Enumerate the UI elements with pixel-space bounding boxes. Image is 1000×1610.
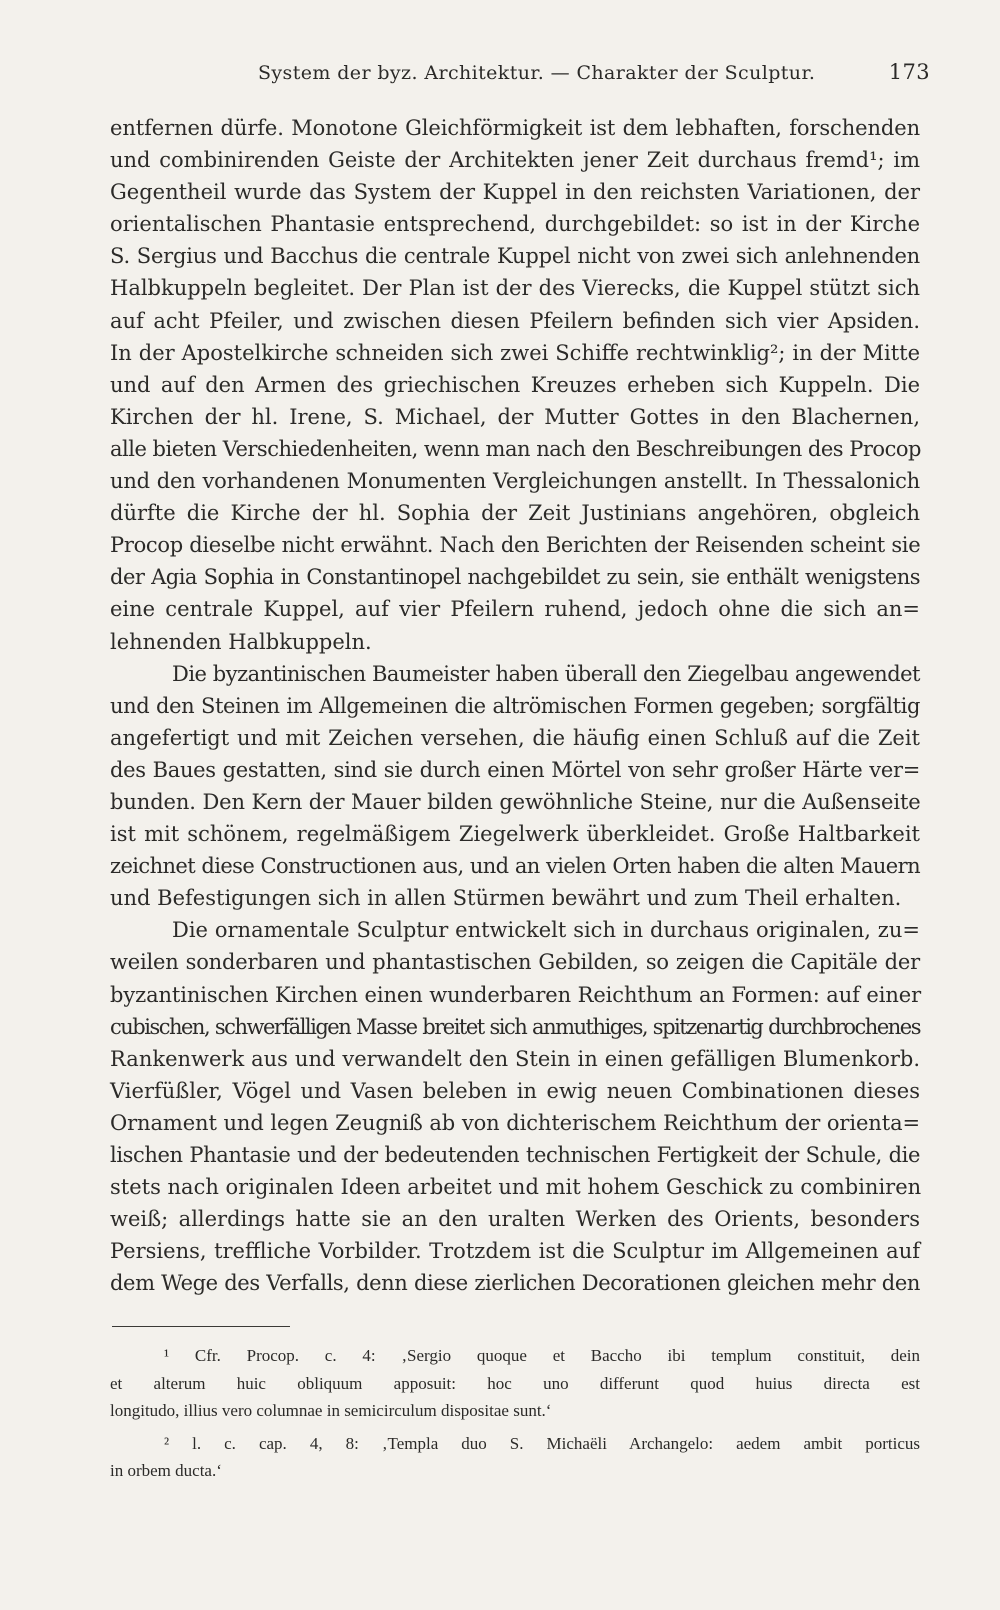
text-line: und auf den Armen des griechischen Kreuzes erheben sich Kuppeln. Die	[110, 372, 920, 397]
footnote-line: ¹ Cfr. Procop. c. 4: ‚Sergio quoque et Baccho ibi templum constituit, dein	[164, 1346, 920, 1365]
text-line: weilen sonderbaren und phantastischen Gebilden, so zeigen die Capitäle der	[110, 950, 920, 975]
text-line: und combinirenden Geiste der Architekten jener Zeit durchaus fremd¹; im	[110, 148, 920, 173]
text-line: Kirchen der hl. Irene, S. Michael, der Mutter Gottes in den Blachernen,	[110, 404, 920, 429]
page-number: 173	[888, 60, 930, 84]
text-line: ist mit schönem, regelmäßigem Ziegelwerk überkleidet. Große Haltbarkeit	[110, 822, 920, 847]
body-text	[110, 112, 920, 1299]
text-line: orientalischen Phantasie entsprechend, durchgebildet: so ist in der Kirche	[110, 212, 920, 237]
footnote-line: et alterum huic obliquum apposuit: hoc uno differunt quod huius directa est	[110, 1373, 920, 1393]
running-head-title: System der byz. Architektur. — Charakter der Sculptur.	[258, 62, 816, 84]
text-line: der Agia Sophia in Constantinopel nachgebildet zu sein, sie enthält wenigstens	[110, 565, 920, 590]
footnotes	[110, 1342, 920, 1485]
text-line: lehnenden Halbkuppeln.	[110, 629, 372, 654]
text-line: lischen Phantasie und der bedeutenden technischen Fertigkeit der Schule, die	[110, 1143, 920, 1167]
text-line: dürfte die Kirche der hl. Sophia der Zeit Justinians angehören, obgleich	[110, 501, 920, 526]
text-line: des Baues gestatten, sind sie durch einen Mörtel von sehr großer Härte ver=	[110, 757, 920, 782]
text-line: dem Wege des Verfalls, denn diese zierlichen Decorationen gleichen mehr den	[110, 1271, 920, 1296]
text-line: In der Apostelkirche schneiden sich zwei Schiffe rechtwinklig²; in der Mitte	[110, 340, 920, 365]
text-line: und Befestigungen sich in allen Stürmen bewährt und zum Theil erhalten.	[110, 886, 902, 911]
text-line: angefertigt und mit Zeichen versehen, die häufig einen Schluß auf die Zeit	[110, 725, 920, 750]
text-line: Rankenwerk aus und verwandelt den Stein in einen gefälligen Blumenkorb.	[110, 1046, 920, 1071]
text-line: Die byzantinischen Baumeister haben überall den Ziegelbau angewendet	[172, 661, 920, 686]
text-line: eine centrale Kuppel, auf vier Pfeilern ruhend, jedoch ohne die sich an=	[110, 597, 920, 622]
text-line: Persiens, treffliche Vorbilder. Trotzdem ist die Sculptur im Allgemeinen auf	[110, 1239, 920, 1264]
footnote-separator	[112, 1326, 290, 1327]
footnote-line: ² l. c. cap. 4, 8: ‚Templa duo S. Michaëli Archangelo: aedem ambit porticus	[164, 1433, 920, 1453]
text-line: bunden. Den Kern der Mauer bilden gewöhnliche Steine, nur die Außenseite	[110, 789, 921, 814]
text-line: zeichnet diese Constructionen aus, und an vielen Orten haben die alten Mauern	[110, 854, 920, 879]
footnote-line: in orbem ducta.‘	[110, 1461, 222, 1481]
text-line: Ornament und legen Zeugniß ab von dichterischem Reichthum der orienta=	[110, 1110, 920, 1135]
text-line: S. Sergius und Bacchus die centrale Kuppel nicht von zwei sich anlehnenden	[110, 244, 920, 269]
text-line: Vierfüßler, Vögel und Vasen beleben in ewig neuen Combinationen dieses	[110, 1078, 920, 1103]
text-line: Die ornamentale Sculptur entwickelt sich in durchaus originalen, zu=	[172, 918, 920, 943]
text-line: und den Steinen im Allgemeinen die altrömischen Formen gegeben; sorgfältig	[110, 693, 920, 718]
text-line: alle bieten Verschiedenheiten, wenn man nach den Beschreibungen des Procop	[110, 436, 921, 461]
footnote-line: longitudo, illius vero columnae in semicirculum dispositae sunt.‘	[110, 1401, 552, 1421]
text-line: byzantinischen Kirchen einen wunderbaren Reichthum an Formen: auf einer	[110, 982, 922, 1007]
text-line: cubischen, schwerfälligen Masse breitet sich anmuthiges, spitzenartig durchbrochenes	[110, 1014, 920, 1039]
text-line: entfernen dürfe. Monotone Gleichförmigkeit ist dem lebhaften, forschenden	[110, 116, 920, 140]
text-line: Procop dieselbe nicht erwähnt. Nach den Berichten der Reisenden scheint sie	[110, 533, 921, 558]
running-head	[110, 58, 930, 90]
text-line: weiß; allerdings hatte sie an den uralten Werken des Orients, besonders	[110, 1207, 920, 1232]
text-line: und den vorhandenen Monumenten Vergleichungen anstellt. In Thessalonich	[110, 469, 920, 494]
text-line: Gegentheil wurde das System der Kuppel in den reichsten Variationen, der	[110, 180, 920, 205]
text-line: stets nach originalen Ideen arbeitet und mit hohem Geschick zu combiniren	[110, 1175, 922, 1200]
text-line: Halbkuppeln begleitet. Der Plan ist der des Vierecks, die Kuppel stützt sich	[110, 276, 920, 301]
text-line: auf acht Pfeiler, und zwischen diesen Pfeilern befinden sich vier Apsiden.	[110, 308, 920, 333]
